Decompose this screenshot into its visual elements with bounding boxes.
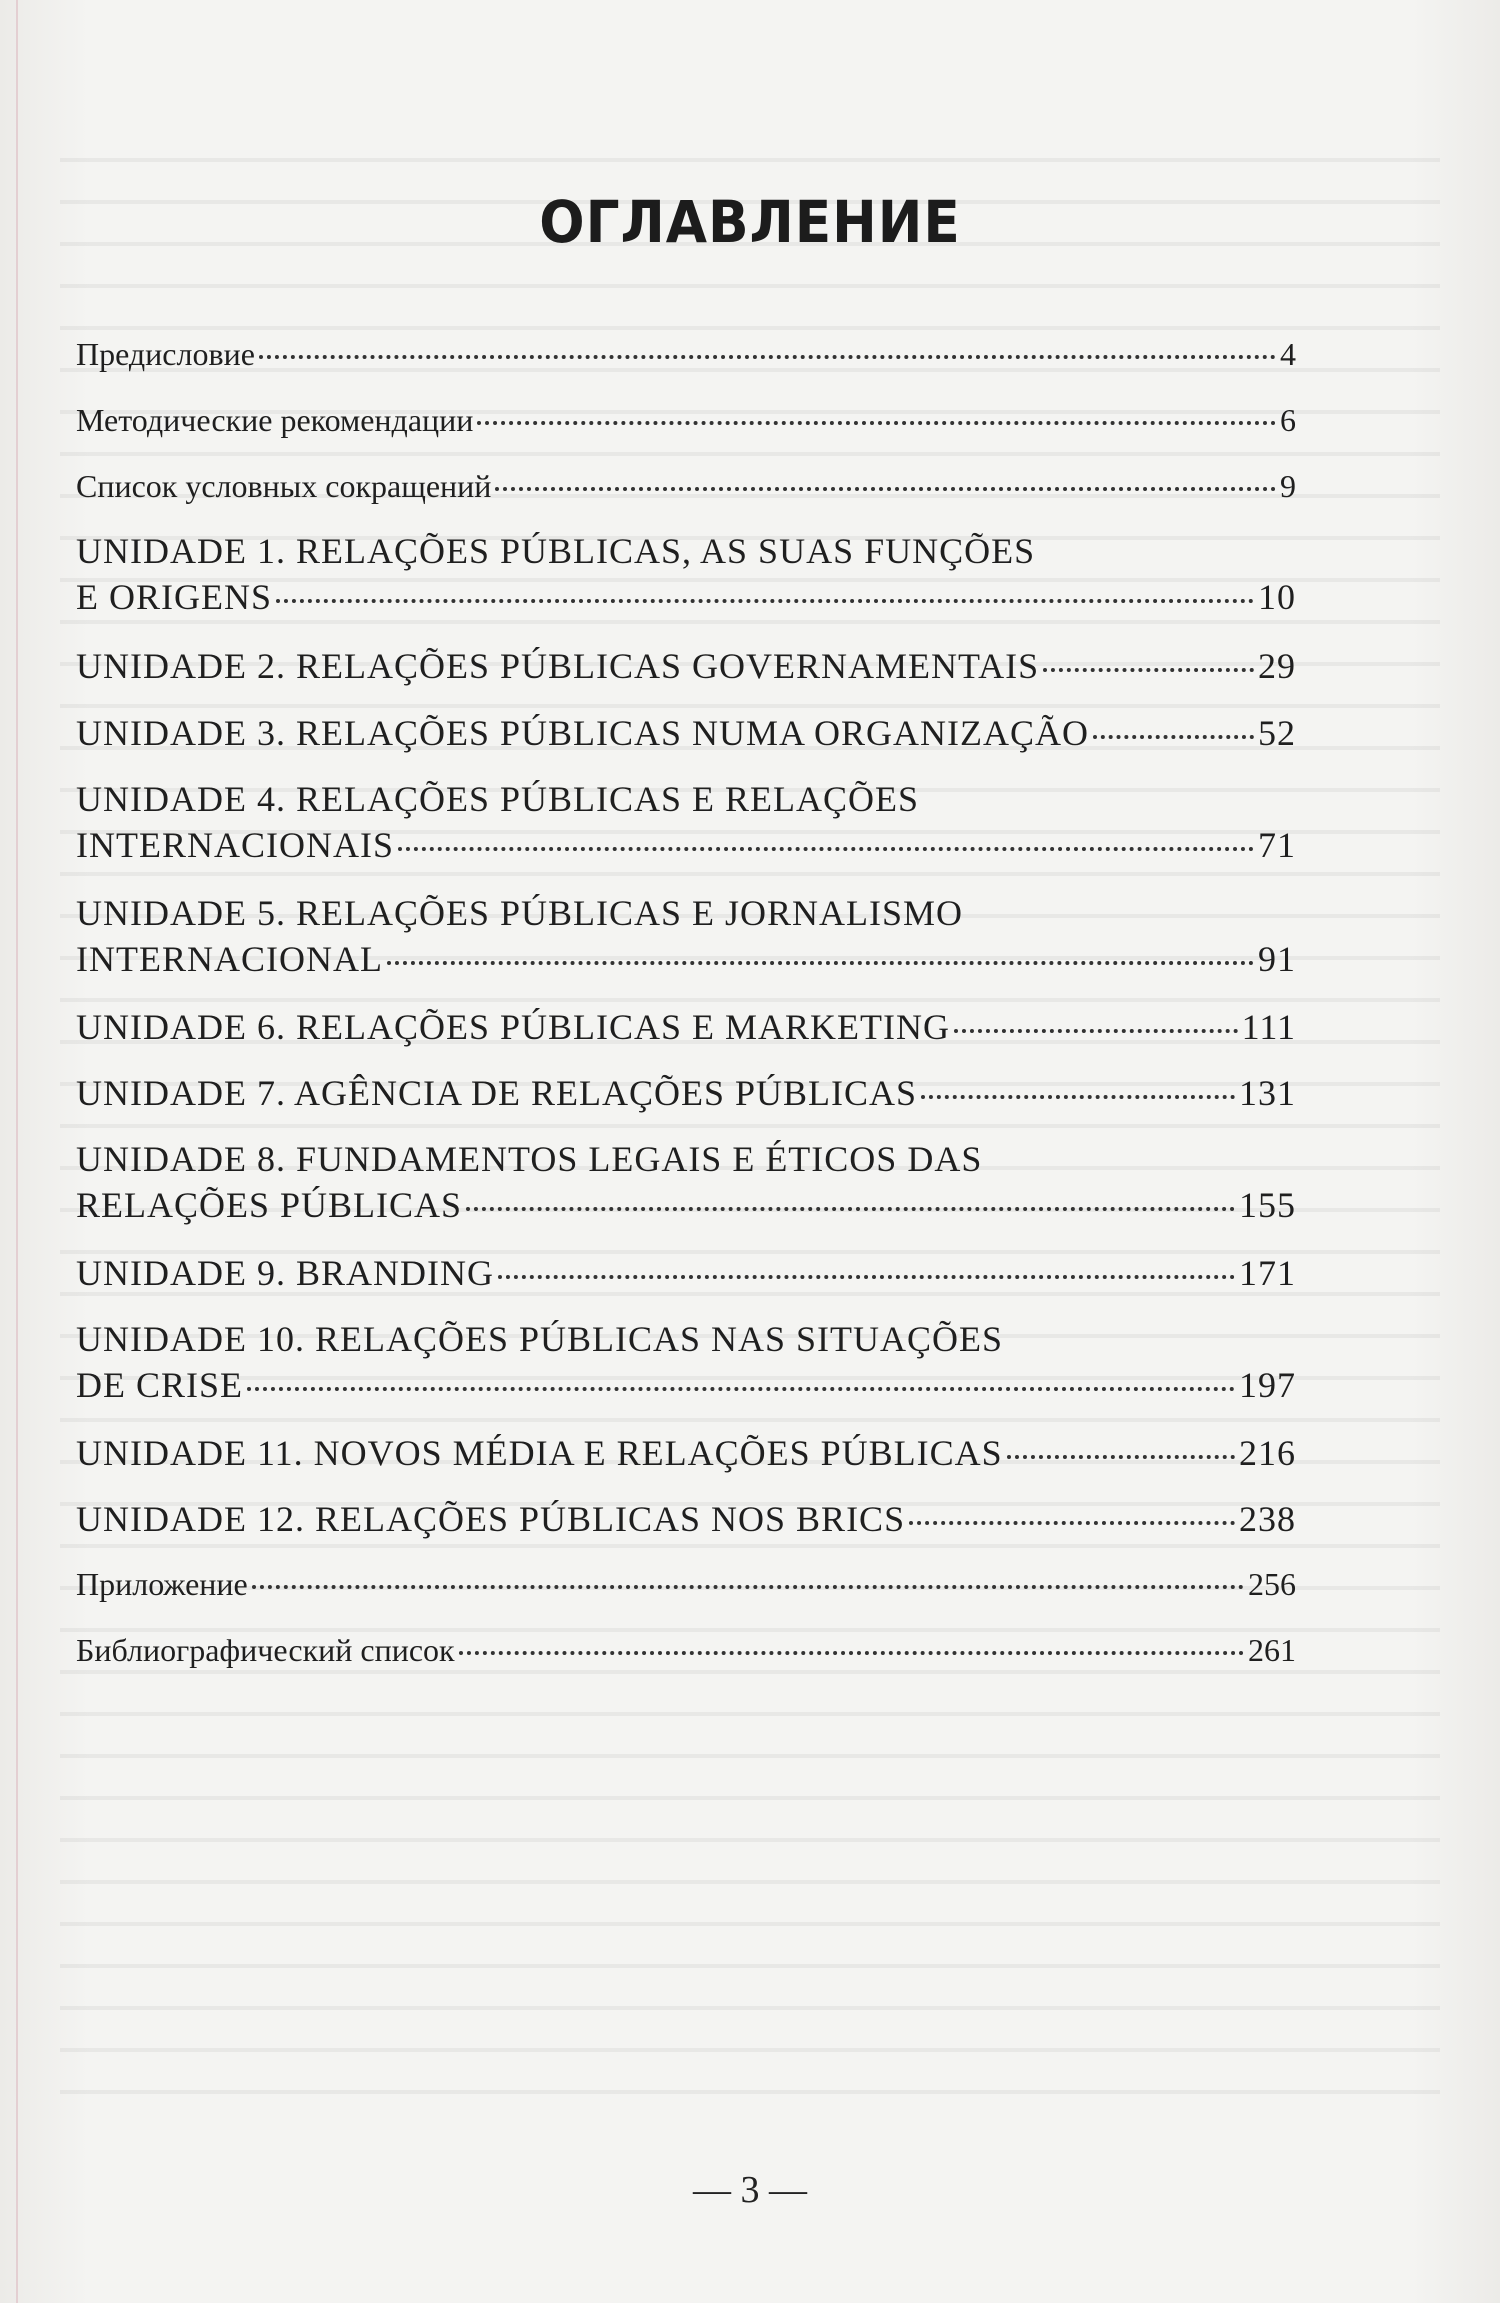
dot-leader	[276, 599, 1254, 603]
dot-leader	[387, 961, 1254, 965]
toc-entry-title: Методические рекомендации	[76, 402, 474, 438]
dot-leader	[495, 487, 1276, 491]
toc-entry-unit-8	[76, 1138, 1296, 1226]
dot-leader	[909, 1521, 1235, 1525]
dot-leader	[466, 1207, 1235, 1211]
toc-page-number: 216	[1239, 1433, 1296, 1473]
dot-leader	[1043, 668, 1254, 672]
toc-page-number: 238	[1239, 1499, 1296, 1539]
toc-page-number: 4	[1280, 336, 1296, 372]
toc-entry-title: Приложение	[76, 1566, 248, 1602]
toc-entry-title: UNIDADE 6. RELAÇÕES PÚBLICAS E MARKETING	[76, 1007, 950, 1047]
dot-leader	[398, 847, 1254, 851]
page-number: — 3 —	[693, 2169, 807, 2211]
toc-page-number: 155	[1239, 1185, 1296, 1225]
toc-page-number: 10	[1258, 577, 1296, 617]
dot-leader	[259, 355, 1276, 359]
toc-entry-title-line-2: DE CRISE	[76, 1365, 244, 1405]
toc-entry-title: UNIDADE 12. RELAÇÕES PÚBLICAS NOS BRICS	[76, 1499, 906, 1539]
toc-entry-title-line-1: UNIDADE 8. FUNDAMENTOS LEGAIS E ÉTICOS DAS	[76, 1139, 983, 1179]
toc-entry-title: Список условных сокращений	[76, 468, 492, 504]
toc-page-number: 111	[1241, 1007, 1296, 1047]
toc-entry-unit-11	[76, 1432, 1296, 1474]
toc-page-number: 171	[1239, 1253, 1296, 1293]
dot-leader	[498, 1275, 1235, 1279]
toc-entry-title-line-1: UNIDADE 10. RELAÇÕES PÚBLICAS NAS SITUAÇÕES	[76, 1319, 1004, 1359]
toc-entry-appendix	[76, 1566, 1296, 1603]
dot-leader	[1093, 735, 1254, 739]
table-of-contents	[76, 0, 1296, 2303]
page-title: ОГЛАВЛЕНИЕ	[539, 188, 961, 256]
toc-page-number: 71	[1258, 825, 1296, 865]
toc-entry-unit-12	[76, 1498, 1296, 1540]
toc-page-number: 9	[1280, 468, 1296, 504]
toc-entry-unit-10	[76, 1318, 1296, 1406]
toc-entry-title-line-1: UNIDADE 4. RELAÇÕES PÚBLICAS E RELAÇÕES	[76, 779, 920, 819]
dot-leader	[921, 1095, 1235, 1099]
toc-page-number: 29	[1258, 646, 1296, 686]
toc-entry-bibliography	[76, 1632, 1296, 1669]
toc-page-number: 256	[1248, 1566, 1296, 1602]
toc-entry-guidelines	[76, 402, 1296, 439]
dot-leader	[459, 1651, 1244, 1655]
toc-entry-title: UNIDADE 3. RELAÇÕES PÚBLICAS NUMA ORGANIZAÇÃO	[76, 713, 1090, 753]
dot-leader	[954, 1029, 1238, 1033]
toc-entry-title-line-1: UNIDADE 1. RELAÇÕES PÚBLICAS, AS SUAS FUNÇÕES	[76, 531, 1036, 571]
dot-leader	[247, 1387, 1235, 1391]
toc-entry-unit-2	[76, 645, 1296, 687]
toc-entry-title: UNIDADE 11. NOVOS MÉDIA E RELAÇÕES PÚBLICAS	[76, 1433, 1003, 1473]
toc-entry-title: Предисловие	[76, 336, 255, 372]
dot-leader	[477, 421, 1276, 425]
toc-entry-title-line-1: UNIDADE 5. RELAÇÕES PÚBLICAS E JORNALISMO	[76, 893, 964, 933]
toc-page-number: 131	[1239, 1073, 1296, 1113]
toc-entry-unit-1	[76, 530, 1296, 618]
toc-entry-title-line-2: INTERNACIONAL	[76, 939, 383, 979]
toc-entry-abbreviations	[76, 468, 1296, 505]
dot-leader	[252, 1585, 1244, 1589]
toc-entry-unit-4	[76, 778, 1296, 866]
toc-entry-title: UNIDADE 7. AGÊNCIA DE RELAÇÕES PÚBLICAS	[76, 1073, 918, 1113]
toc-page-number: 261	[1248, 1632, 1296, 1668]
toc-entry-unit-9	[76, 1252, 1296, 1294]
toc-page-number: 197	[1239, 1365, 1296, 1405]
toc-entry-title-line-2: INTERNACIONAIS	[76, 825, 394, 865]
page-edge	[16, 0, 18, 2303]
toc-entry-unit-6	[76, 1006, 1296, 1048]
toc-entry-preface	[76, 336, 1296, 373]
toc-page-number: 91	[1258, 939, 1296, 979]
dot-leader	[1007, 1455, 1235, 1459]
toc-entry-unit-3	[76, 712, 1296, 754]
toc-entry-title: UNIDADE 9. BRANDING	[76, 1253, 494, 1293]
toc-entry-title: Библиографический список	[76, 1632, 455, 1668]
toc-entry-unit-7	[76, 1072, 1296, 1114]
toc-entry-title-line-2: RELAÇÕES PÚBLICAS	[76, 1185, 463, 1225]
toc-page-number: 6	[1280, 402, 1296, 438]
toc-entry-unit-5	[76, 892, 1296, 980]
toc-entry-title: UNIDADE 2. RELAÇÕES PÚBLICAS GOVERNAMENTAIS	[76, 646, 1040, 686]
toc-page-number: 52	[1258, 713, 1296, 753]
toc-entry-title-line-2: E ORIGENS	[76, 577, 272, 617]
